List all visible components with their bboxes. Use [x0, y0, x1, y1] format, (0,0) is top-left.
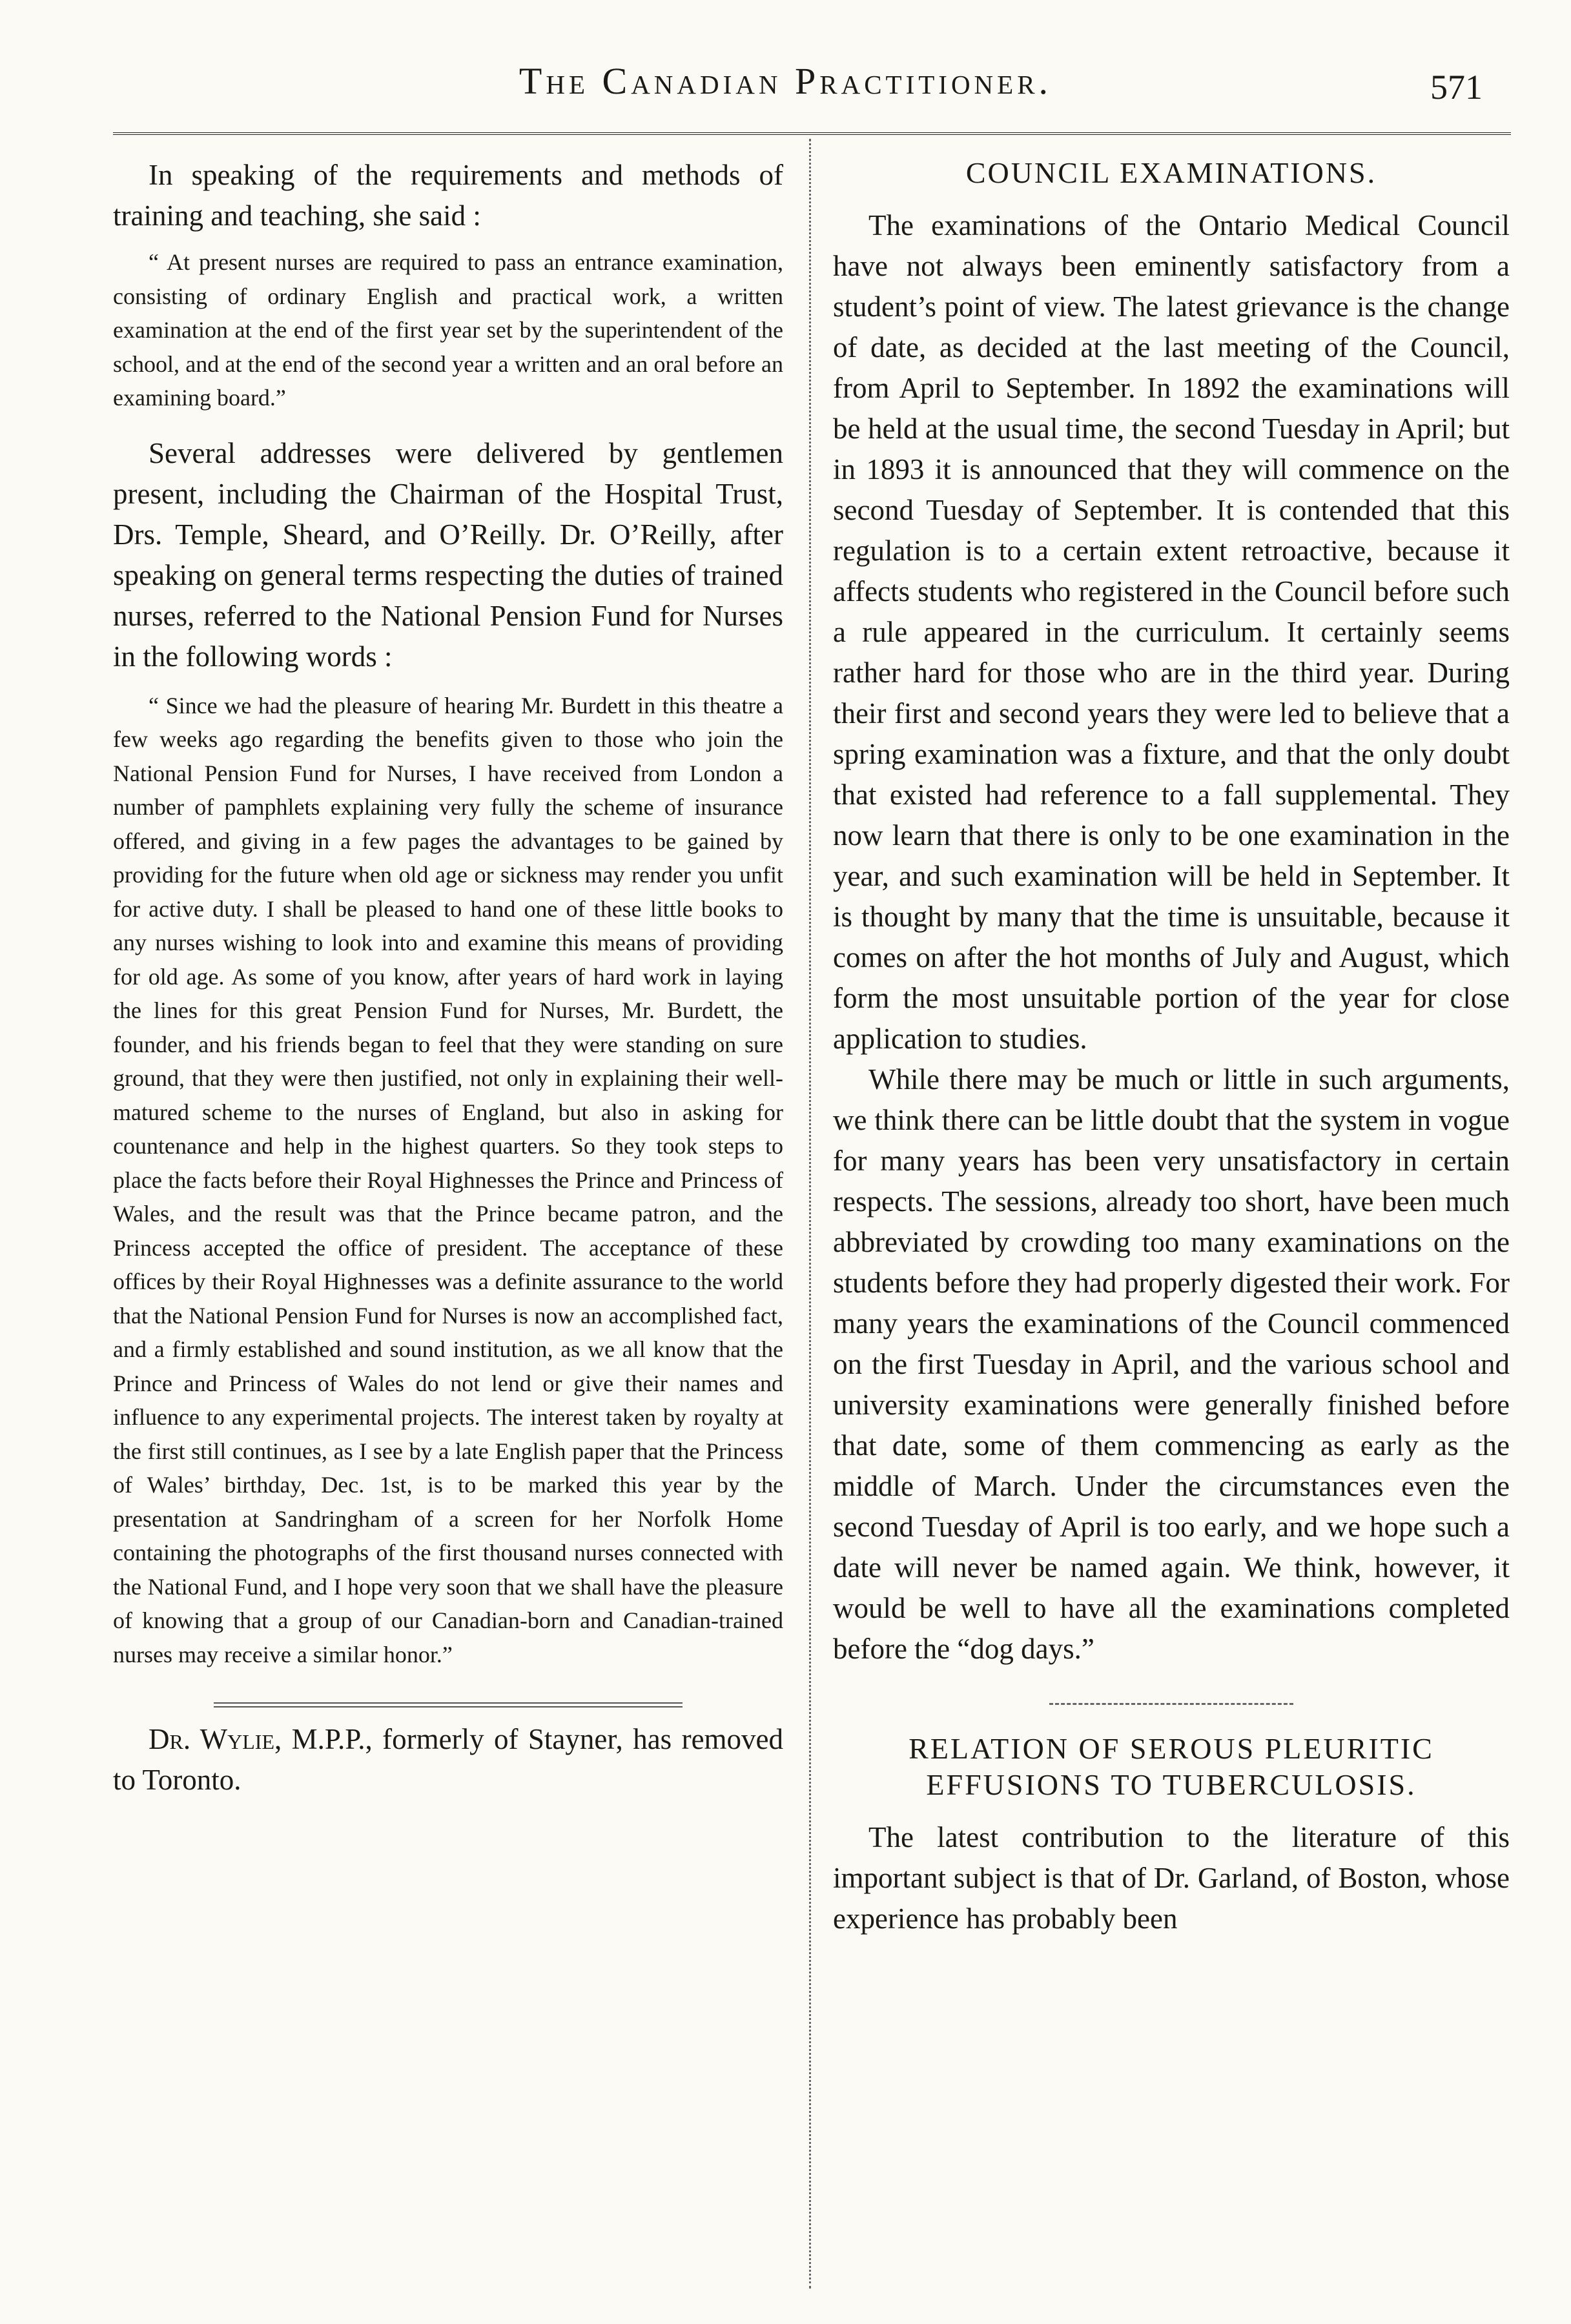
pleuritic-heading-line-1: RELATION OF SEROUS PLEURITIC	[909, 1732, 1434, 1765]
running-title: The Canadian Practitioner.	[519, 60, 1052, 102]
left-paragraph-2: Several addresses were delivered by gentlemen present, including the Chairman of the Hospital Trust, Drs. Temple, Sheard, and O’Reilly. Dr. O’Reilly, after speaking on general terms respecting the duties of trained nurses, referred to the National Pension Fund for Nurses in the following words :	[113, 436, 783, 673]
right-column	[833, 155, 1510, 1939]
page-number: 571	[1430, 68, 1483, 107]
pleuritic-heading	[833, 1731, 1510, 1803]
column-divider	[809, 139, 811, 2288]
section-separator	[214, 1702, 683, 1707]
wylie-notice	[113, 1719, 783, 1800]
left-paragraph-1: In speaking of the requirements and methods of training and teaching, she said :	[113, 159, 783, 232]
section-separator	[1049, 1703, 1293, 1705]
header-rule	[113, 132, 1511, 135]
left-column	[113, 155, 783, 1800]
nurse-exam-quote: “ At present nurses are required to pass an entrance examination, consisting of ordinary English and practical work, a written examination at the end of the first year set by the superintendent of the school, and at the end of the second year a written and an oral before an examining board.”	[113, 249, 783, 411]
right-paragraph-1: The examinations of the Ontario Medical Council have not always been eminently satisfactory from a student’s point of view. The latest grievance is the change of date, as decided at the last meeting of the Council, from April to September. In 1892 the examinations will be held at the usual time, the second Tuesday in April; but in 1893 it is announced that they will commence on the second Tuesday of September. It is contended that this regulation is to a certain extent retroactive, because it affects students who registered in the Council before such a rule appeared in the curriculum. It certainly seems rather hard for those who are in the third year. During their first and second years they were led to believe that a spring examination was a fixture, and that the only doubt that existed had reference to a fall supplemental. They now learn that there is only to be one examination in the year, and such examination will be held in September. It is thought by many that the time is unsuitable, because it comes on after the hot months of July and August, which form the most unsuitable portion of the year for close application to studies.	[833, 209, 1510, 1055]
right-paragraph-2: While there may be much or little in such arguments, we think there can be little doubt that the system in vogue for many years has been very unsatisfactory in certain respects. The sessions, already too short, have been much abbreviated by crowding too many examinations on the students before they had properly digested their work. For many years the examinations of the Council commenced on the first Tuesday in April, and the various school and university examinations were generally finished before that date, some of them commencing as early as the middle of March. Under the circumstances even the second Tuesday of April is too early, and we hope such a date will never be named again. We think, however, it would be well to have all the examinations completed before the “dog days.”	[833, 1063, 1510, 1665]
pleuritic-heading-line-2: EFFUSIONS TO TUBERCULOSIS.	[926, 1768, 1417, 1801]
right-paragraph-3: The latest contribution to the literature of this important subject is that of Dr. Garland, of Boston, whose experience has probably been	[833, 1821, 1510, 1935]
council-exams-heading: COUNCIL EXAMINATIONS.	[965, 156, 1377, 189]
wylie-name: Dr. Wylie, M.P.P.,	[149, 1723, 373, 1755]
wylie-text: formerly of Stayner, has removed to Toronto.	[113, 1723, 784, 1796]
pension-fund-quote: “ Since we had the pleasure of hearing Mr. Burdett in this theatre a few weeks ago regarding the benefits given to those who join the National Pension Fund for Nurses, I have received from London a number of pamphlets explaining very fully the scheme of insurance offered, and giving in a few pages the advantages to be gained by providing for the future when old age or sickness may render you unfit for active duty. I shall be pleased to hand one of these little books to any nurses wishing to look into and examine this means of providing for old age. As some of you know, after years of hard work in laying the lines for this great Pension Fund for Nurses, Mr. Burdett, the founder, and his friends began to feel that they were standing on sure ground, that they were then justified, not only in explaining their well-matured scheme to the nurses of England, but also in asking for countenance and help in the highest quarters. So they took steps to place the facts before their Royal Highnesses the Prince and Princess of Wales, and the result was that the Prince became patron, and the Princess accepted the office of president. The acceptance of these offices by their Royal Highnesses was a definite assurance to the world that the National Pension Fund for Nurses is now an accomplished fact, and a firmly established and sound institution, as we all know that the Prince and Princess of Wales do not lend or give their names and influence to any experimental projects. The interest taken by royalty at the first still continues, as I see by a late English paper that the Princess of Wales’ birthday, Dec. 1st, is to be marked this year by the presentation at Sandringham of a screen for her Norfolk Home containing the photographs of the first thousand nurses connected with the National Fund, and I hope very soon that we shall have the pleasure of knowing that a group of our Canadian-born and Canadian-trained nurses may receive a similar honor.”	[113, 692, 783, 1667]
